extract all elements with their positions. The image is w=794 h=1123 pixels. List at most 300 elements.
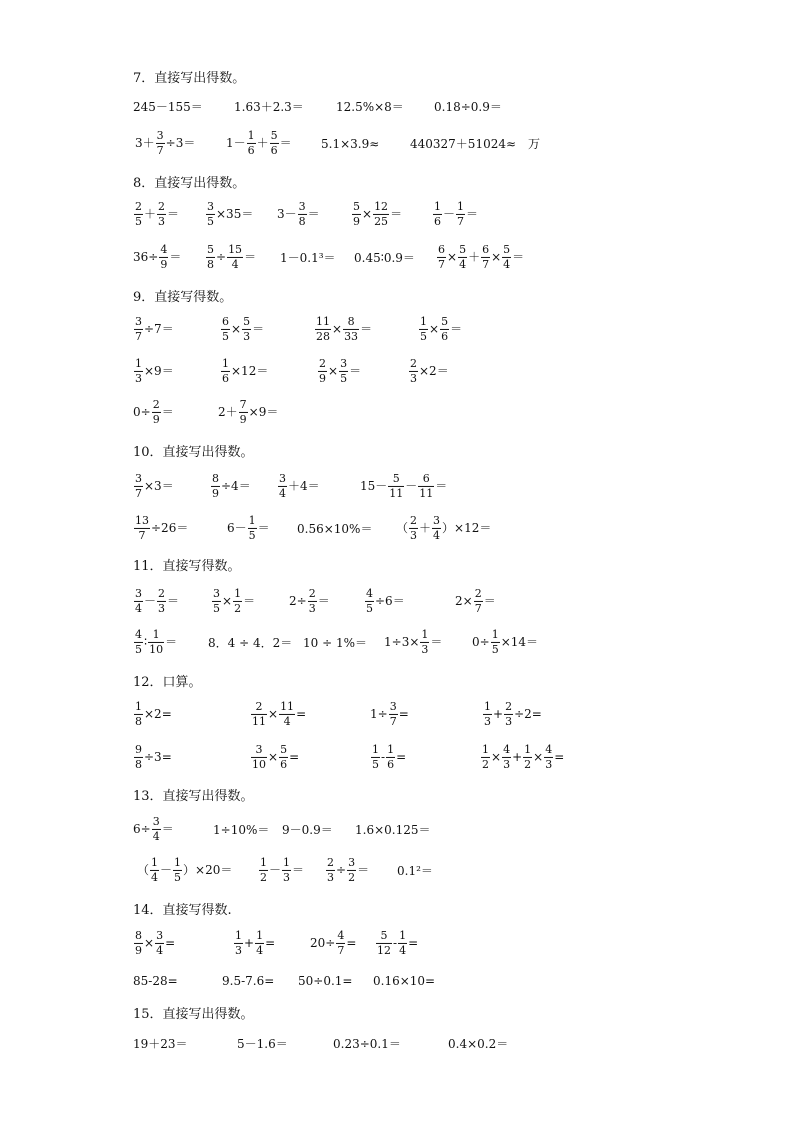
expression-text: ）×20＝ bbox=[183, 863, 233, 877]
fraction-numerator: 8 bbox=[347, 314, 355, 328]
fraction bbox=[248, 515, 257, 541]
problem-item bbox=[222, 974, 274, 987]
fraction bbox=[440, 316, 449, 342]
expression-text: 6÷ bbox=[133, 822, 151, 836]
problem-item bbox=[277, 201, 320, 227]
fraction bbox=[502, 744, 511, 770]
expression-text: 6－ bbox=[227, 521, 247, 535]
problem-item bbox=[137, 857, 232, 883]
expression-text: ×35＝ bbox=[216, 207, 254, 221]
fraction bbox=[298, 201, 307, 227]
problem-item bbox=[133, 588, 179, 614]
expression-text: ÷2= bbox=[514, 707, 542, 721]
fraction-numerator: 1 bbox=[421, 627, 429, 641]
problem-item bbox=[210, 473, 251, 499]
fraction-denominator: 6 bbox=[270, 143, 278, 157]
expression-text: 0.56×10%＝ bbox=[297, 521, 373, 536]
fraction-numerator: 5 bbox=[280, 742, 288, 756]
fraction-numerator: 1 bbox=[283, 855, 291, 869]
fraction-denominator: 6 bbox=[247, 143, 255, 157]
fraction bbox=[134, 701, 143, 727]
fraction-numerator: 3 bbox=[255, 742, 263, 756]
fraction bbox=[419, 316, 428, 342]
expression-text: ＝ bbox=[257, 521, 270, 535]
expression-text: ×9＝ bbox=[248, 405, 279, 419]
problem-item bbox=[211, 588, 255, 614]
fraction bbox=[398, 930, 407, 956]
fraction-denominator: 8 bbox=[135, 757, 142, 771]
fraction bbox=[504, 701, 513, 727]
fraction-numerator: 1 bbox=[372, 742, 379, 756]
expression-text: ＋4＝ bbox=[288, 479, 320, 493]
expression-text: 245－155＝ bbox=[133, 99, 203, 114]
problem-item bbox=[133, 201, 179, 227]
expression-text: 1÷3× bbox=[384, 635, 420, 649]
problem-item bbox=[133, 473, 174, 499]
fraction bbox=[155, 930, 164, 956]
expression-text: = bbox=[398, 707, 409, 721]
expression-text: - bbox=[393, 936, 398, 950]
fraction-denominator: 4 bbox=[283, 714, 291, 728]
expression-text: ＋ bbox=[419, 521, 432, 535]
fraction bbox=[206, 244, 215, 270]
section-heading: 9．直接写得数。 bbox=[133, 290, 233, 305]
expression-text: 1－0.1³＝ bbox=[280, 250, 336, 265]
expression-text: 0.16×10= bbox=[373, 973, 436, 988]
fraction-denominator: 4 bbox=[399, 943, 407, 957]
expression-text: 2÷ bbox=[289, 594, 307, 608]
expression-text: 85-28= bbox=[133, 973, 178, 988]
expression-text: 1－ bbox=[226, 136, 246, 150]
fraction bbox=[433, 201, 442, 227]
fraction-numerator: 4 bbox=[160, 242, 168, 256]
fraction-numerator: 2 bbox=[505, 699, 513, 713]
fraction-numerator: 3 bbox=[213, 586, 220, 600]
fraction-numerator: 1 bbox=[524, 742, 532, 756]
fraction-numerator: 5 bbox=[353, 199, 360, 213]
problem-item bbox=[133, 358, 174, 384]
problem-item bbox=[480, 744, 564, 770]
expression-text: ＝ bbox=[252, 322, 265, 336]
expression-text: = bbox=[296, 707, 307, 721]
expression-text: ＝ bbox=[390, 207, 403, 221]
expression-text: － bbox=[160, 863, 173, 877]
expression-text: 2× bbox=[455, 594, 473, 608]
fraction-denominator: 5 bbox=[340, 371, 348, 385]
fraction-denominator: 25 bbox=[374, 214, 389, 228]
fraction-numerator: 8 bbox=[212, 471, 219, 485]
expression-text: 0.4×0.2＝ bbox=[448, 1036, 509, 1051]
fraction bbox=[315, 316, 331, 342]
expression-text: （ bbox=[396, 521, 409, 535]
expression-text: 0.18÷0.9＝ bbox=[434, 99, 502, 114]
problem-item bbox=[397, 864, 433, 877]
fraction-denominator: 4 bbox=[151, 870, 159, 884]
fraction bbox=[134, 629, 143, 655]
expression-text: = bbox=[346, 936, 357, 950]
problem-item bbox=[360, 473, 447, 499]
expression-text: ÷6＝ bbox=[375, 594, 405, 608]
problem-item bbox=[455, 588, 496, 614]
expression-text: ＝ bbox=[360, 322, 373, 336]
fraction-numerator: 7 bbox=[239, 397, 247, 411]
fraction-numerator: 2 bbox=[255, 699, 263, 713]
fraction-numerator: 11 bbox=[280, 699, 295, 713]
expression-text: ）×12＝ bbox=[442, 521, 492, 535]
expression-text: 1.63＋2.3＝ bbox=[234, 99, 304, 114]
problem-item bbox=[333, 1037, 401, 1050]
fraction-denominator: 5 bbox=[135, 642, 142, 656]
problem-item bbox=[418, 316, 462, 342]
fraction bbox=[251, 744, 267, 770]
fraction bbox=[152, 399, 161, 425]
problem-item bbox=[303, 636, 367, 649]
expression-text: ÷3＝ bbox=[165, 136, 196, 150]
expression-text: ＝ bbox=[169, 250, 182, 264]
fraction bbox=[279, 744, 288, 770]
fraction-denominator: 3 bbox=[410, 528, 418, 542]
problem-item bbox=[298, 974, 352, 987]
fraction-numerator: 1 bbox=[484, 699, 491, 713]
expression-text: ＝ bbox=[167, 207, 180, 221]
expression-text: 15－ bbox=[360, 479, 388, 493]
fraction-numerator: 6 bbox=[422, 471, 430, 485]
fraction-denominator: 3 bbox=[505, 714, 513, 728]
fraction-numerator: 1 bbox=[457, 199, 465, 213]
fraction-numerator: 3 bbox=[156, 928, 164, 942]
fraction-numerator: 5 bbox=[441, 314, 449, 328]
fraction-denominator: 11 bbox=[389, 486, 404, 500]
problem-item bbox=[133, 744, 172, 770]
fraction-denominator: 11 bbox=[419, 486, 434, 500]
problem-item bbox=[133, 399, 174, 425]
fraction-denominator: 3 bbox=[243, 329, 251, 343]
fraction-denominator: 6 bbox=[434, 214, 441, 228]
expression-text: ＝ bbox=[483, 594, 496, 608]
fraction-numerator: 5 bbox=[270, 128, 278, 142]
expression-text: × bbox=[144, 936, 155, 950]
fraction bbox=[134, 473, 143, 499]
problem-item bbox=[396, 515, 491, 541]
fraction bbox=[221, 358, 230, 384]
problem-item bbox=[133, 515, 188, 541]
fraction-denominator: 7 bbox=[457, 214, 465, 228]
expression-text: ＝ bbox=[243, 594, 256, 608]
expression-text: × bbox=[362, 207, 373, 221]
fraction bbox=[148, 629, 164, 655]
fraction-denominator: 4 bbox=[459, 257, 467, 271]
fraction-denominator: 12 bbox=[377, 943, 391, 957]
expression-text: × bbox=[491, 750, 502, 764]
fraction-numerator: 1 bbox=[482, 742, 489, 756]
problem-item bbox=[133, 974, 178, 987]
fraction bbox=[481, 244, 490, 270]
fraction-numerator: 11 bbox=[316, 314, 330, 328]
fraction bbox=[233, 588, 242, 614]
fraction-numerator: 6 bbox=[438, 242, 445, 256]
fraction bbox=[206, 201, 215, 227]
problem-item bbox=[133, 701, 172, 727]
fraction-numerator: 13 bbox=[135, 513, 149, 527]
fraction-denominator: 5 bbox=[491, 642, 499, 656]
expression-text: ∶ bbox=[144, 635, 148, 649]
expression-text: ÷3= bbox=[144, 750, 172, 764]
expression-text: = bbox=[265, 936, 276, 950]
fraction-numerator: 5 bbox=[503, 242, 511, 256]
fraction-denominator: 3 bbox=[410, 371, 417, 385]
fraction bbox=[173, 857, 182, 883]
problem-item bbox=[220, 316, 264, 342]
fraction-numerator: 15 bbox=[228, 242, 243, 256]
problem-item bbox=[410, 137, 540, 150]
problem-item bbox=[220, 358, 268, 384]
expression-text: ÷4＝ bbox=[221, 479, 251, 493]
fraction bbox=[409, 515, 418, 541]
section-heading: 8．直接写出得数。 bbox=[133, 176, 246, 191]
fraction-denominator: 9 bbox=[152, 412, 160, 426]
fraction bbox=[134, 744, 143, 770]
problem-item bbox=[375, 930, 418, 956]
fraction-denominator: 4 bbox=[279, 486, 286, 500]
fraction-denominator: 5 bbox=[248, 528, 256, 542]
expression-text: ÷ bbox=[336, 863, 347, 877]
section-heading: 13．直接写出得数。 bbox=[133, 789, 254, 804]
problem-item bbox=[133, 1037, 188, 1050]
fraction-denominator: 7 bbox=[135, 486, 142, 500]
fraction-numerator: 2 bbox=[152, 397, 160, 411]
problem-item bbox=[213, 823, 269, 836]
fraction-denominator: 5 bbox=[366, 601, 373, 615]
fraction-numerator: 5 bbox=[243, 314, 251, 328]
fraction-numerator: 3 bbox=[433, 513, 441, 527]
fraction-numerator: 4 bbox=[135, 627, 142, 641]
fraction bbox=[474, 588, 483, 614]
expression-text: ÷7＝ bbox=[144, 322, 174, 336]
expression-text: 2＋ bbox=[218, 405, 238, 419]
fraction bbox=[352, 201, 361, 227]
fraction-denominator: 2 bbox=[524, 757, 532, 771]
section-heading: 11．直接写得数。 bbox=[133, 559, 241, 574]
fraction-numerator: 2 bbox=[319, 356, 326, 370]
expression-text: 440327＋51024≈ 万 bbox=[410, 136, 541, 151]
fraction bbox=[239, 399, 248, 425]
problem-item bbox=[133, 930, 175, 956]
fraction-denominator: 3 bbox=[503, 757, 511, 771]
expression-text: － bbox=[405, 479, 418, 493]
expression-text: 9－0.9＝ bbox=[282, 822, 333, 837]
expression-text: － bbox=[144, 594, 157, 608]
fraction-denominator: 5 bbox=[207, 214, 214, 228]
fraction-denominator: 4 bbox=[503, 257, 511, 271]
fraction bbox=[159, 244, 168, 270]
expression-text: ÷26＝ bbox=[151, 521, 189, 535]
problem-item bbox=[436, 244, 524, 270]
fraction bbox=[134, 358, 143, 384]
fraction-denominator: 4 bbox=[156, 943, 164, 957]
problem-item bbox=[351, 201, 402, 227]
fraction bbox=[157, 588, 166, 614]
fraction bbox=[282, 857, 291, 883]
expression-text: ×2＝ bbox=[419, 364, 449, 378]
problem-item bbox=[482, 701, 542, 727]
problem-item bbox=[282, 823, 333, 836]
expression-text: × bbox=[222, 594, 233, 608]
fraction-denominator: 5 bbox=[222, 329, 229, 343]
fraction-denominator: 2 bbox=[234, 601, 242, 615]
problem-item bbox=[297, 522, 372, 535]
fraction-denominator: 3 bbox=[545, 757, 553, 771]
problem-item bbox=[314, 316, 372, 342]
fraction-denominator: 6 bbox=[387, 757, 395, 771]
problem-item bbox=[321, 137, 379, 150]
fraction-numerator: 4 bbox=[337, 928, 345, 942]
fraction-denominator: 5 bbox=[135, 214, 142, 228]
section-heading: 10．直接写出得数。 bbox=[133, 445, 254, 460]
fraction-denominator: 11 bbox=[252, 714, 266, 728]
section-heading: 15．直接写出得数。 bbox=[133, 1007, 254, 1022]
expression-text: 0÷ bbox=[472, 635, 490, 649]
fraction bbox=[318, 358, 327, 384]
fraction-numerator: 3 bbox=[135, 471, 142, 485]
expression-text: × bbox=[328, 364, 339, 378]
expression-text: × bbox=[447, 250, 458, 264]
fraction-denominator: 28 bbox=[316, 329, 330, 343]
fraction-numerator: 1 bbox=[135, 699, 142, 713]
fraction bbox=[247, 130, 256, 156]
problem-item bbox=[234, 100, 304, 113]
problem-item bbox=[133, 316, 174, 342]
fraction-numerator: 1 bbox=[247, 128, 255, 142]
expression-text: 5.1×3.9≈ bbox=[321, 136, 380, 151]
fraction bbox=[134, 515, 150, 541]
fraction-numerator: 3 bbox=[152, 814, 160, 828]
fraction-denominator: 2 bbox=[348, 870, 356, 884]
fraction-denominator: 3 bbox=[158, 214, 166, 228]
fraction-numerator: 5 bbox=[380, 928, 388, 942]
expression-text: － bbox=[443, 207, 456, 221]
problem-item bbox=[289, 588, 330, 614]
fraction bbox=[251, 701, 267, 727]
fraction bbox=[437, 244, 446, 270]
expression-text: = bbox=[554, 750, 565, 764]
expression-text: 1÷ bbox=[370, 707, 388, 721]
fraction-denominator: 9 bbox=[135, 943, 142, 957]
problem-item bbox=[364, 588, 405, 614]
fraction-numerator: 2 bbox=[135, 199, 142, 213]
expression-text: ÷ bbox=[216, 250, 227, 264]
section-heading: 12．口算。 bbox=[133, 675, 202, 690]
expression-text: （ bbox=[137, 863, 150, 877]
expression-text: ＝ bbox=[165, 635, 178, 649]
fraction-denominator: 4 bbox=[433, 528, 441, 542]
fraction bbox=[156, 130, 165, 156]
fraction-numerator: 1 bbox=[152, 627, 160, 641]
expression-text: ＝ bbox=[167, 594, 180, 608]
expression-text: × bbox=[429, 322, 440, 336]
fraction-numerator: 3 bbox=[135, 586, 142, 600]
problem-item bbox=[250, 701, 306, 727]
fraction-numerator: 4 bbox=[366, 586, 373, 600]
fraction bbox=[339, 358, 348, 384]
expression-text: 50÷0.1= bbox=[298, 973, 353, 988]
fraction-numerator: 2 bbox=[474, 586, 482, 600]
expression-text: ×2= bbox=[144, 707, 172, 721]
problem-item bbox=[336, 100, 404, 113]
fraction bbox=[418, 473, 434, 499]
fraction-denominator: 33 bbox=[344, 329, 359, 343]
fraction-denominator: 3 bbox=[308, 601, 316, 615]
expression-text: = bbox=[408, 936, 419, 950]
fraction-numerator: 8 bbox=[135, 928, 142, 942]
section-heading: 14．直接写得数. bbox=[133, 903, 232, 918]
fraction-numerator: 3 bbox=[279, 471, 286, 485]
fraction bbox=[212, 588, 221, 614]
expression-text: 20÷ bbox=[310, 936, 336, 950]
fraction bbox=[150, 857, 159, 883]
fraction bbox=[388, 473, 404, 499]
fraction bbox=[242, 316, 251, 342]
expression-text: ＝ bbox=[349, 364, 362, 378]
fraction-denominator: 8 bbox=[298, 214, 306, 228]
fraction-denominator: 3 bbox=[235, 943, 242, 957]
expression-text: 1.6×0.125＝ bbox=[355, 822, 431, 837]
fraction-numerator: 4 bbox=[503, 742, 511, 756]
fraction-denominator: 4 bbox=[231, 257, 239, 271]
fraction bbox=[211, 473, 220, 499]
expression-text: × bbox=[231, 322, 242, 336]
fraction-numerator: 1 bbox=[491, 627, 499, 641]
fraction bbox=[336, 930, 345, 956]
fraction-numerator: 3 bbox=[207, 199, 214, 213]
fraction bbox=[221, 316, 230, 342]
fraction-numerator: 2 bbox=[327, 855, 334, 869]
section-heading: 7．直接写出得数。 bbox=[133, 71, 246, 86]
fraction-numerator: 1 bbox=[420, 314, 427, 328]
fraction-numerator: 1 bbox=[222, 356, 229, 370]
expression-text: ×3＝ bbox=[144, 479, 174, 493]
fraction-denominator: 5 bbox=[420, 329, 427, 343]
problem-item bbox=[317, 358, 361, 384]
expression-text: 10 ÷ 1%＝ bbox=[303, 635, 367, 650]
fraction-denominator: 7 bbox=[156, 143, 164, 157]
expression-text: 12.5%×8＝ bbox=[336, 99, 404, 114]
problem-item bbox=[233, 930, 275, 956]
expression-text: + bbox=[512, 750, 523, 764]
expression-text: + bbox=[244, 936, 255, 950]
fraction-numerator: 1 bbox=[235, 928, 242, 942]
fraction bbox=[544, 744, 553, 770]
expression-text: 5－1.6＝ bbox=[237, 1036, 288, 1051]
fraction-numerator: 5 bbox=[207, 242, 214, 256]
fraction-denominator: 3 bbox=[421, 642, 429, 656]
expression-text: ＝ bbox=[450, 322, 463, 336]
expression-text: 0.23÷0.1＝ bbox=[333, 1036, 401, 1051]
problem-item bbox=[370, 744, 406, 770]
fraction bbox=[152, 816, 161, 842]
problem-item bbox=[133, 816, 174, 842]
fraction-denominator: 10 bbox=[252, 757, 266, 771]
expression-text: ＝ bbox=[161, 405, 174, 419]
fraction bbox=[134, 930, 143, 956]
fraction bbox=[227, 244, 243, 270]
fraction bbox=[458, 244, 467, 270]
expression-text: ＝ bbox=[307, 207, 320, 221]
expression-text: 0.1²＝ bbox=[397, 863, 433, 878]
fraction bbox=[481, 744, 490, 770]
fraction-denominator: 5 bbox=[372, 757, 379, 771]
fraction-denominator: 7 bbox=[135, 329, 142, 343]
fraction-denominator: 2 bbox=[260, 870, 267, 884]
